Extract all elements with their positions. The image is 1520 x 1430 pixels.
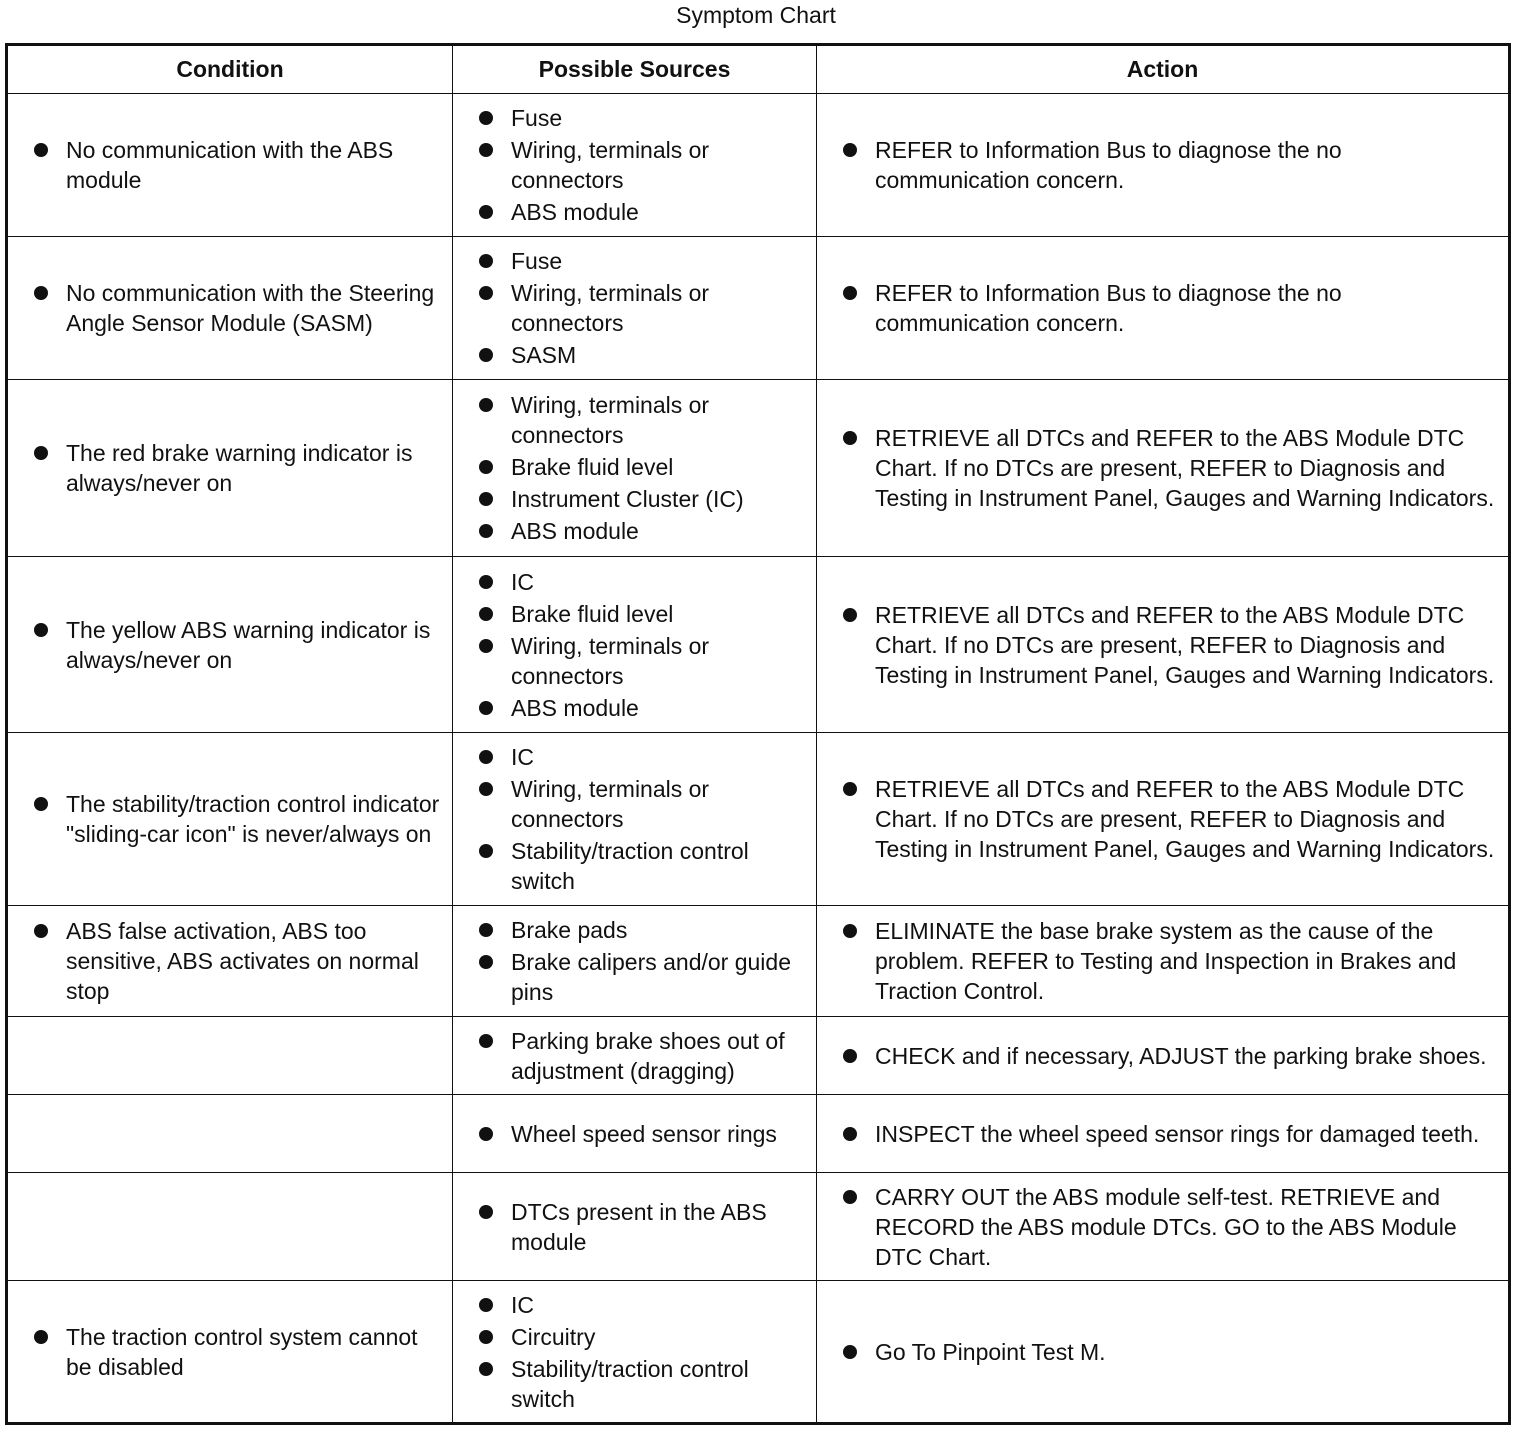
table-row xyxy=(7,237,1510,380)
condition-cell xyxy=(7,1017,453,1095)
sources-cell xyxy=(453,94,817,237)
bullet-item: Wiring, terminals or connectors xyxy=(453,774,816,834)
condition-cell xyxy=(7,380,453,557)
condition-cell xyxy=(7,237,453,380)
bullet-item: IC xyxy=(453,1290,816,1320)
header-row xyxy=(7,45,1510,94)
symptom-chart-table xyxy=(5,43,1511,1425)
bullet-item: Wheel speed sensor rings xyxy=(453,1119,816,1149)
bullet-item: DTCs present in the ABS module xyxy=(453,1197,816,1257)
bullet-item: ABS module xyxy=(453,516,816,546)
bullet-item: Stability/traction control switch xyxy=(453,836,816,896)
header-possible-sources: Possible Sources xyxy=(453,45,817,94)
sources-cell xyxy=(453,237,817,380)
condition-cell xyxy=(7,94,453,237)
sources-cell xyxy=(453,1281,817,1424)
action-cell-list xyxy=(817,1337,1508,1367)
sources-cell-list xyxy=(453,1197,816,1257)
bullet-item: ABS module xyxy=(453,197,816,227)
bullet-item: Brake fluid level xyxy=(453,599,816,629)
sources-cell xyxy=(453,1095,817,1173)
action-cell xyxy=(817,1095,1510,1173)
sources-cell-list xyxy=(453,103,816,227)
action-cell-list xyxy=(817,278,1508,338)
bullet-item: RETRIEVE all DTCs and REFER to the ABS Module DTC Chart. If no DTCs are present, REFER to Diagnosis and Testing in Instrument Panel, Gauges and Warning Indicators. xyxy=(817,423,1508,513)
sources-cell-list xyxy=(453,1026,816,1086)
condition-cell xyxy=(7,1095,453,1173)
bullet-item: No communication with the ABS module xyxy=(8,135,452,195)
table-row xyxy=(7,733,1510,906)
bullet-item: Brake calipers and/or guide pins xyxy=(453,947,816,1007)
condition-cell-list xyxy=(8,278,452,338)
bullet-item: SASM xyxy=(453,340,816,370)
action-cell xyxy=(817,906,1510,1017)
sources-cell-list xyxy=(453,915,816,1007)
bullet-item: Wiring, terminals or connectors xyxy=(453,631,816,691)
action-cell xyxy=(817,94,1510,237)
condition-cell xyxy=(7,1173,453,1281)
sources-cell-list xyxy=(453,742,816,896)
sources-cell xyxy=(453,906,817,1017)
condition-cell xyxy=(7,906,453,1017)
condition-cell xyxy=(7,1281,453,1424)
header-action: Action xyxy=(817,45,1510,94)
chart-title: Symptom Chart xyxy=(676,2,836,28)
condition-cell-list xyxy=(8,438,452,498)
header-condition: Condition xyxy=(7,45,453,94)
bullet-item: RETRIEVE all DTCs and REFER to the ABS Module DTC Chart. If no DTCs are present, REFER to Diagnosis and Testing in Instrument Panel, Gauges and Warning Indicators. xyxy=(817,774,1508,864)
table-row xyxy=(7,1017,1510,1095)
bullet-item: IC xyxy=(453,742,816,772)
action-cell-list xyxy=(817,1041,1508,1071)
sources-cell xyxy=(453,1173,817,1281)
action-cell xyxy=(817,557,1510,733)
bullet-item: Instrument Cluster (IC) xyxy=(453,484,816,514)
bullet-item: Wiring, terminals or connectors xyxy=(453,390,816,450)
bullet-item: ABS module xyxy=(453,693,816,723)
bullet-item: Fuse xyxy=(453,246,816,276)
action-cell-list xyxy=(817,1119,1508,1149)
bullet-item: INSPECT the wheel speed sensor rings for damaged teeth. xyxy=(817,1119,1508,1149)
condition-cell-list xyxy=(8,135,452,195)
sources-cell-list xyxy=(453,1290,816,1414)
condition-cell-list xyxy=(8,615,452,675)
action-cell-list xyxy=(817,135,1508,195)
sources-cell xyxy=(453,733,817,906)
bullet-item: Brake fluid level xyxy=(453,452,816,482)
bullet-item: The red brake warning indicator is always/never on xyxy=(8,438,452,498)
action-cell-list xyxy=(817,774,1508,864)
bullet-item: CHECK and if necessary, ADJUST the parking brake shoes. xyxy=(817,1041,1508,1071)
bullet-item: Wiring, terminals or connectors xyxy=(453,135,816,195)
sources-cell xyxy=(453,1017,817,1095)
table-row xyxy=(7,1173,1510,1281)
table-row xyxy=(7,906,1510,1017)
bullet-item: The yellow ABS warning indicator is always/never on xyxy=(8,615,452,675)
action-cell-list xyxy=(817,1182,1508,1272)
table-row xyxy=(7,94,1510,237)
bullet-item: CARRY OUT the ABS module self-test. RETRIEVE and RECORD the ABS module DTCs. GO to the ABS Module DTC Chart. xyxy=(817,1182,1508,1272)
bullet-item: The traction control system cannot be disabled xyxy=(8,1322,452,1382)
bullet-item: REFER to Information Bus to diagnose the no communication concern. xyxy=(817,135,1508,195)
condition-cell-list xyxy=(8,1322,452,1382)
action-cell xyxy=(817,237,1510,380)
sources-cell xyxy=(453,380,817,557)
sources-cell-list xyxy=(453,390,816,546)
bullet-item: Stability/traction control switch xyxy=(453,1354,816,1414)
bullet-item: Parking brake shoes out of adjustment (dragging) xyxy=(453,1026,816,1086)
condition-cell xyxy=(7,557,453,733)
bullet-item: Brake pads xyxy=(453,915,816,945)
bullet-item: Wiring, terminals or connectors xyxy=(453,278,816,338)
bullet-item: ELIMINATE the base brake system as the cause of the problem. REFER to Testing and Inspection in Brakes and Traction Control. xyxy=(817,916,1508,1006)
action-cell xyxy=(817,733,1510,906)
sources-cell xyxy=(453,557,817,733)
condition-cell-list xyxy=(8,789,452,849)
bullet-item: IC xyxy=(453,567,816,597)
bullet-item: Fuse xyxy=(453,103,816,133)
bullet-item: Go To Pinpoint Test M. xyxy=(817,1337,1508,1367)
bullet-item: Circuitry xyxy=(453,1322,816,1352)
action-cell-list xyxy=(817,423,1508,513)
table-row xyxy=(7,1095,1510,1173)
action-cell xyxy=(817,380,1510,557)
bullet-item: REFER to Information Bus to diagnose the no communication concern. xyxy=(817,278,1508,338)
sources-cell-list xyxy=(453,567,816,723)
action-cell xyxy=(817,1173,1510,1281)
bullet-item: RETRIEVE all DTCs and REFER to the ABS Module DTC Chart. If no DTCs are present, REFER to Diagnosis and Testing in Instrument Panel, Gauges and Warning Indicators. xyxy=(817,600,1508,690)
action-cell-list xyxy=(817,600,1508,690)
condition-cell xyxy=(7,733,453,906)
bullet-item: ABS false activation, ABS too sensitive, ABS activates on normal stop xyxy=(8,916,452,1006)
action-cell xyxy=(817,1281,1510,1424)
bullet-item: No communication with the Steering Angle Sensor Module (SASM) xyxy=(8,278,452,338)
table-row xyxy=(7,380,1510,557)
action-cell-list xyxy=(817,916,1508,1006)
table-row xyxy=(7,557,1510,733)
sources-cell-list xyxy=(453,246,816,370)
sources-cell-list xyxy=(453,1119,816,1149)
bullet-item: The stability/traction control indicator "sliding-car icon" is never/always on xyxy=(8,789,452,849)
action-cell xyxy=(817,1017,1510,1095)
condition-cell-list xyxy=(8,916,452,1006)
table-row xyxy=(7,1281,1510,1424)
